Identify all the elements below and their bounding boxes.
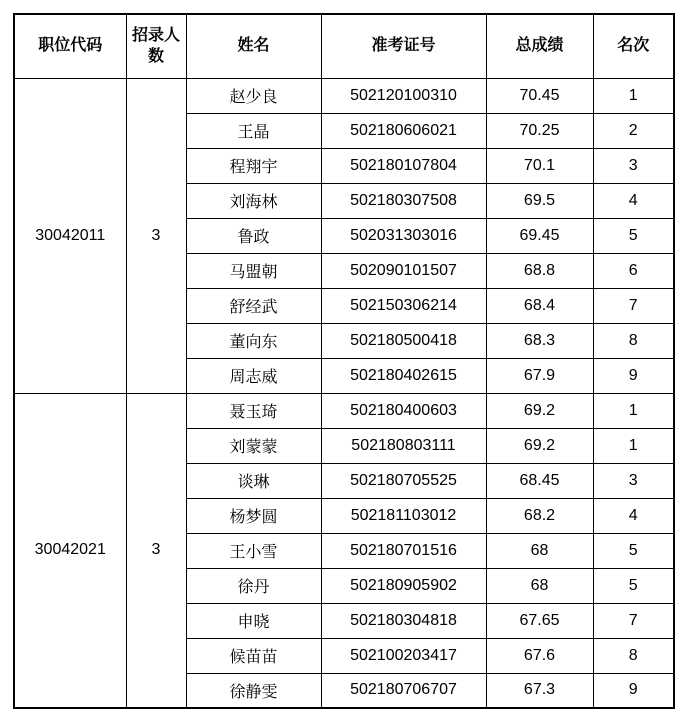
ticket-number-cell: 502180706707 [321, 673, 486, 708]
candidate-name-cell: 董向东 [186, 323, 321, 358]
recruit-count-cell: 3 [126, 393, 186, 708]
score-cell: 69.2 [486, 393, 593, 428]
position-code-cell: 30042011 [14, 78, 126, 393]
score-cell: 67.65 [486, 603, 593, 638]
header-ticket-number: 准考证号 [321, 14, 486, 78]
ticket-number-cell: 502100203417 [321, 638, 486, 673]
candidate-name-cell: 刘海林 [186, 183, 321, 218]
candidate-name-cell: 王小雪 [186, 533, 321, 568]
rank-cell: 1 [593, 393, 674, 428]
score-cell: 69.45 [486, 218, 593, 253]
rank-cell: 2 [593, 113, 674, 148]
score-cell: 70.25 [486, 113, 593, 148]
table-row [14, 393, 674, 428]
ticket-number-cell: 502180701516 [321, 533, 486, 568]
header-total-score: 总成绩 [486, 14, 593, 78]
score-cell: 68.2 [486, 498, 593, 533]
candidate-name-cell: 徐丹 [186, 568, 321, 603]
candidate-name-cell: 徐静雯 [186, 673, 321, 708]
rank-cell: 8 [593, 638, 674, 673]
recruit-count-cell: 3 [126, 78, 186, 393]
rank-cell: 7 [593, 288, 674, 323]
candidate-name-cell: 周志威 [186, 358, 321, 393]
score-cell: 68 [486, 568, 593, 603]
candidate-name-cell: 谈琳 [186, 463, 321, 498]
score-cell: 67.6 [486, 638, 593, 673]
rank-cell: 5 [593, 568, 674, 603]
rank-cell: 9 [593, 358, 674, 393]
header-recruit-count: 招录人数 [126, 14, 186, 78]
rank-cell: 5 [593, 533, 674, 568]
candidate-name-cell: 聂玉琦 [186, 393, 321, 428]
ticket-number-cell: 502180705525 [321, 463, 486, 498]
ticket-number-cell: 502180606021 [321, 113, 486, 148]
ticket-number-cell: 502180304818 [321, 603, 486, 638]
ticket-number-cell: 502181103012 [321, 498, 486, 533]
candidate-name-cell: 程翔宇 [186, 148, 321, 183]
score-cell: 67.3 [486, 673, 593, 708]
ticket-number-cell: 502180307508 [321, 183, 486, 218]
rank-cell: 8 [593, 323, 674, 358]
header-name: 姓名 [186, 14, 321, 78]
score-cell: 68.8 [486, 253, 593, 288]
score-cell: 68 [486, 533, 593, 568]
rank-cell: 3 [593, 148, 674, 183]
score-cell: 69.2 [486, 428, 593, 463]
position-code-cell: 30042021 [14, 393, 126, 708]
rank-cell: 4 [593, 183, 674, 218]
ticket-number-cell: 502180400603 [321, 393, 486, 428]
table-row [14, 78, 674, 113]
ticket-number-cell: 502180803111 [321, 428, 486, 463]
candidate-name-cell: 赵少良 [186, 78, 321, 113]
candidate-name-cell: 鲁政 [186, 218, 321, 253]
score-cell: 68.3 [486, 323, 593, 358]
ticket-number-cell: 502090101507 [321, 253, 486, 288]
ticket-number-cell: 502180905902 [321, 568, 486, 603]
header-position-code: 职位代码 [14, 14, 126, 78]
exam-results-table [13, 13, 675, 709]
rank-cell: 7 [593, 603, 674, 638]
ticket-number-cell: 502180402615 [321, 358, 486, 393]
ticket-number-cell: 502150306214 [321, 288, 486, 323]
rank-cell: 1 [593, 78, 674, 113]
header-rank: 名次 [593, 14, 674, 78]
candidate-name-cell: 王晶 [186, 113, 321, 148]
score-cell: 68.45 [486, 463, 593, 498]
candidate-name-cell: 舒经武 [186, 288, 321, 323]
score-cell: 68.4 [486, 288, 593, 323]
rank-cell: 4 [593, 498, 674, 533]
rank-cell: 3 [593, 463, 674, 498]
candidate-name-cell: 刘蒙蒙 [186, 428, 321, 463]
rank-cell: 9 [593, 673, 674, 708]
header-row [14, 14, 674, 78]
ticket-number-cell: 502120100310 [321, 78, 486, 113]
candidate-name-cell: 申晓 [186, 603, 321, 638]
candidate-name-cell: 候苗苗 [186, 638, 321, 673]
ticket-number-cell: 502180107804 [321, 148, 486, 183]
candidate-name-cell: 杨梦圆 [186, 498, 321, 533]
score-cell: 70.45 [486, 78, 593, 113]
ticket-number-cell: 502180500418 [321, 323, 486, 358]
ticket-number-cell: 502031303016 [321, 218, 486, 253]
rank-cell: 5 [593, 218, 674, 253]
score-cell: 69.5 [486, 183, 593, 218]
rank-cell: 1 [593, 428, 674, 463]
candidate-name-cell: 马盟朝 [186, 253, 321, 288]
rank-cell: 6 [593, 253, 674, 288]
score-cell: 67.9 [486, 358, 593, 393]
score-cell: 70.1 [486, 148, 593, 183]
